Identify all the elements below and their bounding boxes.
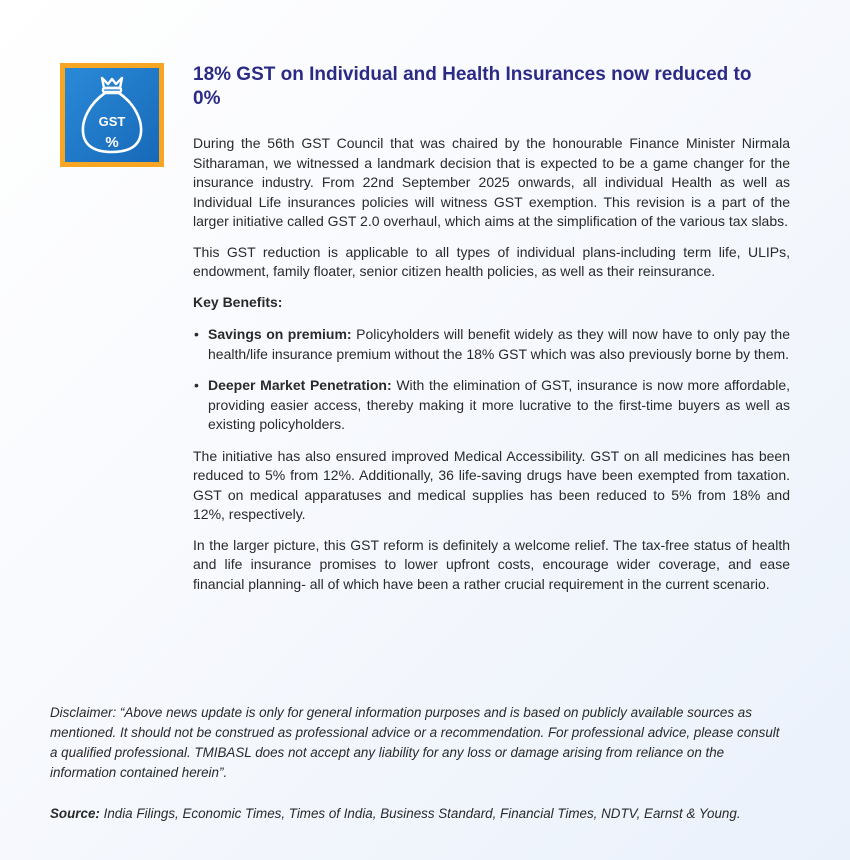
benefit-item-penetration: [193, 376, 790, 435]
source-label: Source:: [50, 806, 100, 821]
benefit-title: Deeper Market Penetration:: [208, 377, 392, 393]
benefit-title: Savings on premium:: [208, 326, 352, 342]
bullet-icon: •: [194, 326, 199, 342]
gst-icon-label: GST: [98, 114, 126, 129]
article-body: [193, 134, 790, 605]
page-title: 18% GST on Individual and Health Insurances now reduced to 0%: [193, 64, 752, 109]
benefit-item-savings: [193, 325, 790, 364]
benefit-text: With the elimination of GST, insurance is now more affordable, providing easier access, thereby making it more lucrative to the first-time buyers as well as existing policyholders.: [208, 377, 790, 432]
gst-money-bag-icon: [65, 68, 159, 162]
gst-icon-tile: [60, 63, 164, 167]
key-benefits-heading: Key Benefits:: [193, 293, 283, 310]
applicability-paragraph: This GST reduction is applicable to all types of individual plans-including term life, ULIPs, endowment, family floater, senior citizen health policies, as well as their reinsurance.: [193, 243, 790, 279]
medical-paragraph: The initiative has also ensured improved Medical Accessibility. GST on all medicines has been reduced to 5% from 12%. Additionally, 36 life-saving drugs have been exempted from taxation. GST on medical apparatuses and medical supplies has been reduced to 5% from 18% and 12%, respectively.: [193, 447, 790, 522]
conclusion-paragraph: In the larger picture, this GST reform is definitely a welcome relief. The tax-free status of health and life insurance promises to lower upfront costs, encourage wider coverage, and ease financial planning- all of which have been a rather crucial requirement in the current scenario.: [193, 536, 790, 592]
bullet-icon: •: [194, 377, 199, 393]
intro-paragraph: During the 56th GST Council that was chaired by the honourable Finance Minister Nirmala Sitharaman, we witnessed a landmark decision that is expected to be a game changer for the insurance industry. From 22nd September 2025 onwards, all individual Health as well as Individual Life insurances policies will witness GST exemption. This revision is a part of the larger initiative called GST 2.0 overhaul, which aims at the simplification of the various tax slabs.: [193, 135, 790, 229]
percent-symbol: %: [105, 134, 119, 151]
source-line: [50, 804, 790, 824]
key-benefits-list: [193, 325, 790, 435]
source-text: India Filings, Economic Times, Times of India, Business Standard, Financial Times, NDTV, Earnst & Young.: [103, 806, 741, 821]
benefit-text: Policyholders will benefit widely as they will now have to only pay the health/life insurance premium without the 18% GST which was also previously borne by them.: [208, 326, 791, 362]
disclaimer: Disclaimer: “Above news update is only for general information purposes and is based on publicly available sources as mentioned. It should not be construed as professional advice or a recommendation. For professional advice, please consult a qualified professional. TMIBASL does not accept any liability for any loss or damage arising from reliance on the information contained herein”.: [50, 705, 780, 780]
